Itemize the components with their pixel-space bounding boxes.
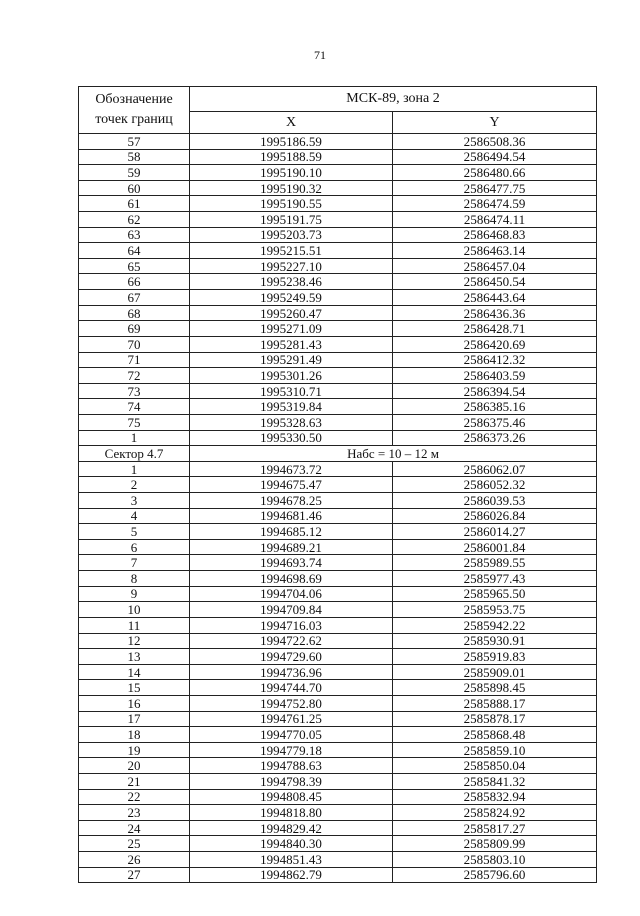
- point-number-cell: 10: [79, 602, 190, 618]
- table-row: [79, 664, 597, 680]
- table-row: [79, 695, 597, 711]
- y-coordinate-cell: 2585878.17: [393, 711, 597, 727]
- point-number-cell: 9: [79, 586, 190, 602]
- x-coordinate-cell: 1995190.55: [190, 196, 393, 212]
- x-coordinate-cell: 1995238.46: [190, 274, 393, 290]
- y-coordinate-cell: 2586026.84: [393, 508, 597, 524]
- table-row: [79, 633, 597, 649]
- point-number-cell: 59: [79, 165, 190, 181]
- x-coordinate-cell: 1994829.42: [190, 820, 393, 836]
- table-row: [79, 196, 597, 212]
- point-number-cell: 5: [79, 524, 190, 540]
- point-number-cell: 70: [79, 336, 190, 352]
- table-row: [79, 602, 597, 618]
- x-coordinate-cell: 1994851.43: [190, 852, 393, 868]
- section-label: Сектор 4.7: [79, 446, 190, 462]
- table-row: [79, 820, 597, 836]
- y-coordinate-cell: 2585841.32: [393, 773, 597, 789]
- x-coordinate-cell: 1994808.45: [190, 789, 393, 805]
- table-row: [79, 227, 597, 243]
- y-coordinate-cell: 2585888.17: [393, 695, 597, 711]
- y-coordinate-cell: 2585977.43: [393, 571, 597, 587]
- y-coordinate-cell: 2586039.53: [393, 493, 597, 509]
- point-number-cell: 62: [79, 212, 190, 228]
- table-row: [79, 680, 597, 696]
- x-coordinate-cell: 1995190.10: [190, 165, 393, 181]
- x-coordinate-cell: 1994818.80: [190, 805, 393, 821]
- x-coordinate-cell: 1994729.60: [190, 649, 393, 665]
- table-row: [79, 352, 597, 368]
- point-number-cell: 58: [79, 149, 190, 165]
- point-number-cell: 2: [79, 477, 190, 493]
- point-number-cell: 60: [79, 180, 190, 196]
- y-coordinate-cell: 2586052.32: [393, 477, 597, 493]
- y-coordinate-cell: 2585942.22: [393, 617, 597, 633]
- y-coordinate-cell: 2585868.48: [393, 727, 597, 743]
- y-coordinate-cell: 2586494.54: [393, 149, 597, 165]
- x-coordinate-cell: 1994709.84: [190, 602, 393, 618]
- y-coordinate-cell: 2585796.60: [393, 867, 597, 883]
- table-row: [79, 180, 597, 196]
- section-header: [79, 446, 597, 462]
- y-coordinate-cell: 2585989.55: [393, 555, 597, 571]
- point-number-cell: 61: [79, 196, 190, 212]
- point-number-cell: 65: [79, 258, 190, 274]
- x-coordinate-cell: 1994693.74: [190, 555, 393, 571]
- table-row: [79, 134, 597, 150]
- y-coordinate-cell: 2586373.26: [393, 430, 597, 446]
- x-coordinate-cell: 1995215.51: [190, 243, 393, 259]
- table-row: [79, 758, 597, 774]
- table-row: [79, 368, 597, 384]
- x-coordinate-cell: 1994722.62: [190, 633, 393, 649]
- section-height: Набс = 10 – 12 м: [190, 446, 597, 462]
- x-coordinate-cell: 1994681.46: [190, 508, 393, 524]
- table-row: [79, 555, 597, 571]
- y-coordinate-cell: 2586403.59: [393, 368, 597, 384]
- crs-header: МСК-89, зона 2: [190, 87, 597, 112]
- point-number-cell: 21: [79, 773, 190, 789]
- table-row: [79, 508, 597, 524]
- table-row: [79, 321, 597, 337]
- table-row: [79, 149, 597, 165]
- x-coordinate-cell: 1994673.72: [190, 461, 393, 477]
- x-coordinate-cell: 1995319.84: [190, 399, 393, 415]
- x-coordinate-cell: 1994788.63: [190, 758, 393, 774]
- x-coordinate-cell: 1994704.06: [190, 586, 393, 602]
- x-coordinate-cell: 1995301.26: [190, 368, 393, 384]
- point-number-cell: 26: [79, 852, 190, 868]
- y-header: Y: [393, 112, 597, 134]
- x-coordinate-cell: 1994716.03: [190, 617, 393, 633]
- table-row: [79, 493, 597, 509]
- point-number-cell: 22: [79, 789, 190, 805]
- x-coordinate-cell: 1995281.43: [190, 336, 393, 352]
- y-coordinate-cell: 2585953.75: [393, 602, 597, 618]
- x-coordinate-cell: 1994744.70: [190, 680, 393, 696]
- x-coordinate-cell: 1994862.79: [190, 867, 393, 883]
- y-coordinate-cell: 2586412.32: [393, 352, 597, 368]
- table-row: [79, 383, 597, 399]
- y-coordinate-cell: 2585832.94: [393, 789, 597, 805]
- point-number-cell: 75: [79, 414, 190, 430]
- y-coordinate-cell: 2585824.92: [393, 805, 597, 821]
- x-coordinate-cell: 1995188.59: [190, 149, 393, 165]
- table-row: [79, 586, 597, 602]
- point-number-cell: 63: [79, 227, 190, 243]
- y-coordinate-cell: 2586062.07: [393, 461, 597, 477]
- x-coordinate-cell: 1995291.49: [190, 352, 393, 368]
- point-number-cell: 1: [79, 430, 190, 446]
- point-number-cell: 67: [79, 290, 190, 306]
- y-coordinate-cell: 2586001.84: [393, 539, 597, 555]
- rows-after-section: [79, 461, 597, 882]
- x-coordinate-cell: 1995271.09: [190, 321, 393, 337]
- point-number-cell: 64: [79, 243, 190, 259]
- table-row: [79, 212, 597, 228]
- y-coordinate-cell: 2586474.11: [393, 212, 597, 228]
- y-coordinate-cell: 2586394.54: [393, 383, 597, 399]
- point-number-cell: 19: [79, 742, 190, 758]
- table-row: [79, 836, 597, 852]
- table-row: [79, 773, 597, 789]
- point-number-cell: 11: [79, 617, 190, 633]
- page-number: 71: [314, 48, 326, 62]
- y-coordinate-cell: 2586508.36: [393, 134, 597, 150]
- point-number-cell: 14: [79, 664, 190, 680]
- point-number-cell: 15: [79, 680, 190, 696]
- point-number-cell: 73: [79, 383, 190, 399]
- table-row: [79, 867, 597, 883]
- coordinates-table: [78, 86, 597, 883]
- y-coordinate-cell: 2585803.10: [393, 852, 597, 868]
- table-row: [79, 524, 597, 540]
- table-row: [79, 305, 597, 321]
- x-coordinate-cell: 1994798.39: [190, 773, 393, 789]
- table-row: [79, 414, 597, 430]
- point-number-cell: 8: [79, 571, 190, 587]
- point-number-cell: 57: [79, 134, 190, 150]
- x-coordinate-cell: 1995260.47: [190, 305, 393, 321]
- point-number-cell: 17: [79, 711, 190, 727]
- table-row: [79, 742, 597, 758]
- point-number-cell: 25: [79, 836, 190, 852]
- point-number-cell: 72: [79, 368, 190, 384]
- y-coordinate-cell: 2585817.27: [393, 820, 597, 836]
- x-coordinate-cell: 1994689.21: [190, 539, 393, 555]
- point-number-cell: 16: [79, 695, 190, 711]
- rows-before-section: [79, 134, 597, 446]
- table-row: [79, 430, 597, 446]
- point-number-cell: 13: [79, 649, 190, 665]
- y-coordinate-cell: 2585919.83: [393, 649, 597, 665]
- point-designation-header: Обозначение точек границ: [79, 87, 190, 134]
- y-coordinate-cell: 2585930.91: [393, 633, 597, 649]
- table-row: [79, 617, 597, 633]
- y-coordinate-cell: 2586457.04: [393, 258, 597, 274]
- x-coordinate-cell: 1994779.18: [190, 742, 393, 758]
- table-row: [79, 461, 597, 477]
- x-header: X: [190, 112, 393, 134]
- point-number-cell: 27: [79, 867, 190, 883]
- y-coordinate-cell: 2586375.46: [393, 414, 597, 430]
- point-number-cell: 20: [79, 758, 190, 774]
- y-coordinate-cell: 2585909.01: [393, 664, 597, 680]
- x-coordinate-cell: 1994678.25: [190, 493, 393, 509]
- table-row: [79, 539, 597, 555]
- y-coordinate-cell: 2586463.14: [393, 243, 597, 259]
- y-coordinate-cell: 2586436.36: [393, 305, 597, 321]
- point-number-cell: 71: [79, 352, 190, 368]
- point-number-cell: 7: [79, 555, 190, 571]
- x-coordinate-cell: 1995330.50: [190, 430, 393, 446]
- point-number-cell: 1: [79, 461, 190, 477]
- y-coordinate-cell: 2586014.27: [393, 524, 597, 540]
- y-coordinate-cell: 2586428.71: [393, 321, 597, 337]
- table-row: [79, 243, 597, 259]
- y-coordinate-cell: 2586468.83: [393, 227, 597, 243]
- point-number-cell: 24: [79, 820, 190, 836]
- point-number-cell: 12: [79, 633, 190, 649]
- y-coordinate-cell: 2585965.50: [393, 586, 597, 602]
- table-row: [79, 274, 597, 290]
- y-coordinate-cell: 2586480.66: [393, 165, 597, 181]
- point-number-cell: 69: [79, 321, 190, 337]
- x-coordinate-cell: 1995310.71: [190, 383, 393, 399]
- x-coordinate-cell: 1994698.69: [190, 571, 393, 587]
- point-number-cell: 66: [79, 274, 190, 290]
- y-coordinate-cell: 2586443.64: [393, 290, 597, 306]
- y-coordinate-cell: 2585809.99: [393, 836, 597, 852]
- x-coordinate-cell: 1994675.47: [190, 477, 393, 493]
- y-coordinate-cell: 2585898.45: [393, 680, 597, 696]
- y-coordinate-cell: 2585859.10: [393, 742, 597, 758]
- point-number-cell: 18: [79, 727, 190, 743]
- x-coordinate-cell: 1995186.59: [190, 134, 393, 150]
- table-row: [79, 571, 597, 587]
- x-coordinate-cell: 1995328.63: [190, 414, 393, 430]
- x-coordinate-cell: 1994840.30: [190, 836, 393, 852]
- point-number-cell: 3: [79, 493, 190, 509]
- table-row: [79, 165, 597, 181]
- table-row: [79, 399, 597, 415]
- table-row: [79, 336, 597, 352]
- table-row: [79, 258, 597, 274]
- x-coordinate-cell: 1994752.80: [190, 695, 393, 711]
- x-coordinate-cell: 1994685.12: [190, 524, 393, 540]
- point-number-cell: 4: [79, 508, 190, 524]
- point-number-cell: 74: [79, 399, 190, 415]
- x-coordinate-cell: 1994770.05: [190, 727, 393, 743]
- y-coordinate-cell: 2585850.04: [393, 758, 597, 774]
- y-coordinate-cell: 2586420.69: [393, 336, 597, 352]
- x-coordinate-cell: 1994736.96: [190, 664, 393, 680]
- table-row: [79, 727, 597, 743]
- y-coordinate-cell: 2586385.16: [393, 399, 597, 415]
- point-number-cell: 23: [79, 805, 190, 821]
- table-row: [79, 852, 597, 868]
- x-coordinate-cell: 1995190.32: [190, 180, 393, 196]
- point-number-cell: 6: [79, 539, 190, 555]
- y-coordinate-cell: 2586450.54: [393, 274, 597, 290]
- x-coordinate-cell: 1995191.75: [190, 212, 393, 228]
- y-coordinate-cell: 2586474.59: [393, 196, 597, 212]
- x-coordinate-cell: 1994761.25: [190, 711, 393, 727]
- x-coordinate-cell: 1995249.59: [190, 290, 393, 306]
- table-row: [79, 477, 597, 493]
- point-number-cell: 68: [79, 305, 190, 321]
- table-row: [79, 805, 597, 821]
- x-coordinate-cell: 1995227.10: [190, 258, 393, 274]
- table-row: [79, 649, 597, 665]
- x-coordinate-cell: 1995203.73: [190, 227, 393, 243]
- table-row: [79, 789, 597, 805]
- y-coordinate-cell: 2586477.75: [393, 180, 597, 196]
- table-row: [79, 290, 597, 306]
- table-row: [79, 711, 597, 727]
